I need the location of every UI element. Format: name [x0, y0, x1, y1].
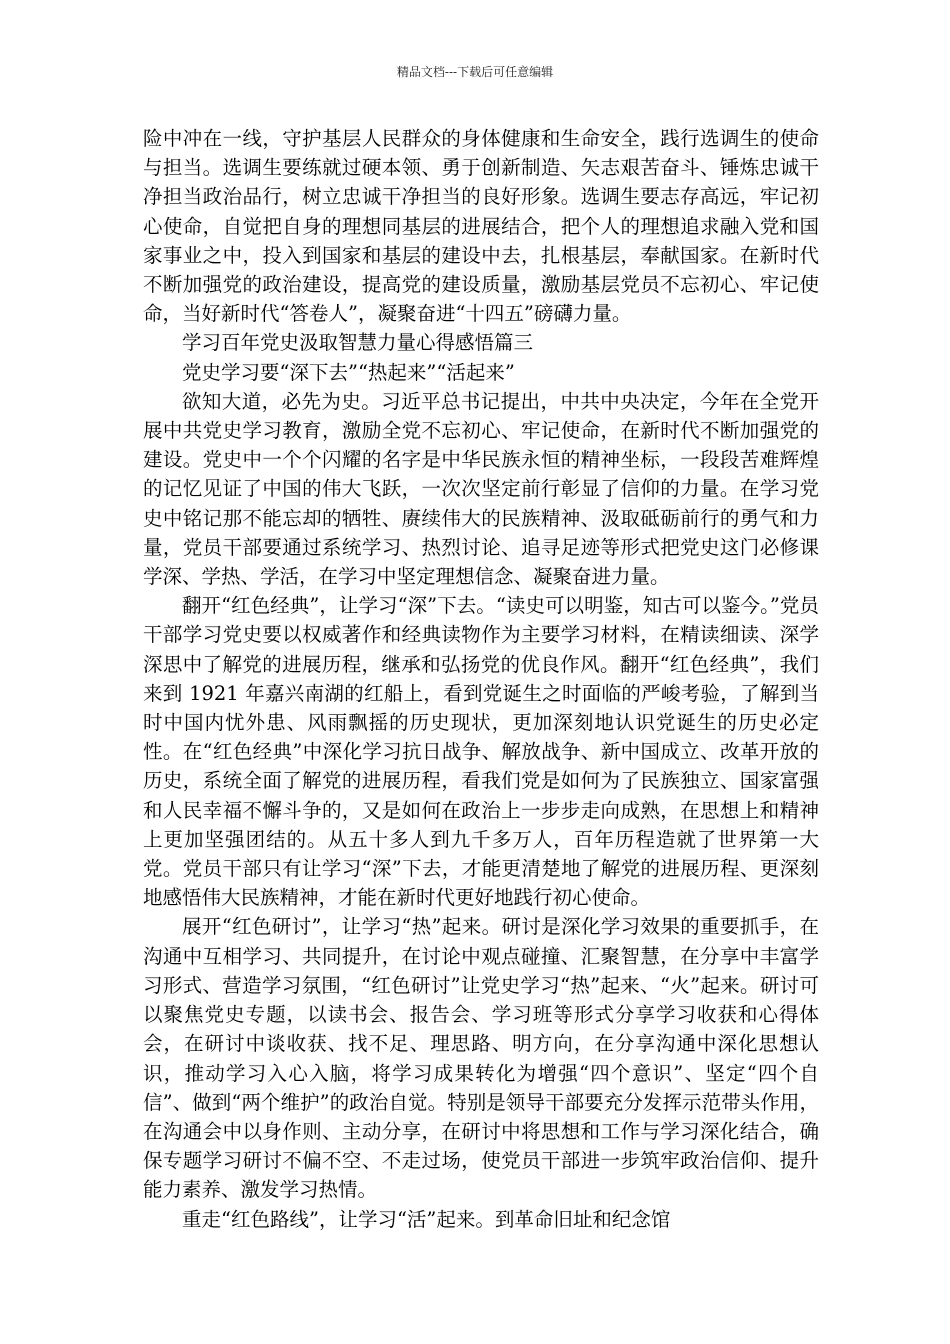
document-body [143, 124, 819, 1234]
section-title: 学习百年党史汲取智慧力量心得感悟篇三 [182, 331, 534, 355]
paragraph-1: 险中冲在一线，守护基层人民群众的身体健康和生命安全，践行选调生的使命与担当。选调生要练就过硬本领、勇于创新制造、矢志艰苦奋斗、锤炼忠诚干净担当政治品行，树立忠诚干净担当的良好形象。选调生要志存高远，牢记初心使命，自觉把自身的理想同基层的进展结合，把个人的理想追求融入党和国家事业之中，投入到国家和基层的建设中去，扎根基层，奉献国家。在新时代不断加强党的政治建设，提高党的建设质量，激励基层党员不忘初心、牢记使命，当好新时代“答卷人”，凝聚奋进“十四五”磅礴力量。 [143, 127, 819, 326]
paragraph-intro: 欲知大道，必先为史。习近平总书记提出，中共中央决定，今年在全党开展中共党史学习教育，激励全党不忘初心、牢记使命，在新时代不断加强党的建设。党史中一个个闪耀的名字是中华民族永恒的精神坐标，一段段苦难辉煌的记忆见证了中国的伟大飞跃，一次次坚定前行彰显了信仰的力量。在学习党史中铭记那不能忘却的牺牲、赓续伟大的民族精神、汲取砥砺前行的勇气和力量，党员干部要通过系统学习、热烈讨论、追寻足迹等形式把党史这门必修课学深、学热、学活，在学习中坚定理想信念、凝聚奋进力量。 [143, 389, 819, 589]
page-header: 精品文档---下载后可任意编辑 [396, 65, 554, 79]
paragraph-red-classics: 翻开“红色经典”，让学习“深”下去。“读史可以明鉴，知古可以鉴今。”党员干部学习党史要以权威著作和经典读物作为主要学习材料，在精读细读、深学深思中了解党的进展历程，继承和弘扬党的优良作风。翻开“红色经典”，我们来到 1921 年嘉兴南湖的红船上，看到党诞生之时面临的严峻考验，了解到当时中国内忧外患、风雨飘摇的历史现状，更加深刻地认识党诞生的历史必定性。在“红色经典”中深化学习抗日战争、解放战争、新中国成立、改革开放的历史，系统全面了解党的进展历程，看我们党是如何为了民族独立、国家富强和人民幸福不懈斗争的，又是如何在政治上一步步走向成熟，在思想上和精神上更加坚强团结的。从五十多人到九千多万人，百年历程造就了世界第一大党。党员干部只有让学习“深”下去，才能更清楚地了解党的进展历程、更深刻地感悟伟大民族精神，才能在新时代更好地践行初心使命。 [143, 594, 819, 910]
paragraph-red-discussion: 展开“红色研讨”，让学习“热”起来。研讨是深化学习效果的重要抓手，在沟通中互相学习、共同提升，在讨论中观点碰撞、汇聚智慧，在分享中丰富学习形式、营造学习氛围，“红色研讨”让党史学习“热”起来、“火”起来。研讨可以聚焦党史专题，以读书会、报告会、学习班等形式分享学习收获和心得体会，在研讨中谈收获、找不足、理思路、明方向，在分享沟通中深化思想认识，推动学习入心入脑，将学习成果转化为增强“四个意识”、坚定“四个自信”、做到“两个维护”的政治自觉。特别是领导干部要充分发挥示范带头作用，在沟通会中以身作则、主动分享，在研讨中将思想和工作与学习深化结合，确保专题学习研讨不偏不空、不走过场，使党员干部进一步筑牢政治信仰、提升能力素养、激发学习热情。 [143, 915, 819, 1202]
article-title: 党史学习要“深下去”“热起来”“活起来” [182, 360, 515, 384]
paragraph-red-route: 重走“红色路线”，让学习“活”起来。到革命旧址和纪念馆 [182, 1207, 671, 1231]
